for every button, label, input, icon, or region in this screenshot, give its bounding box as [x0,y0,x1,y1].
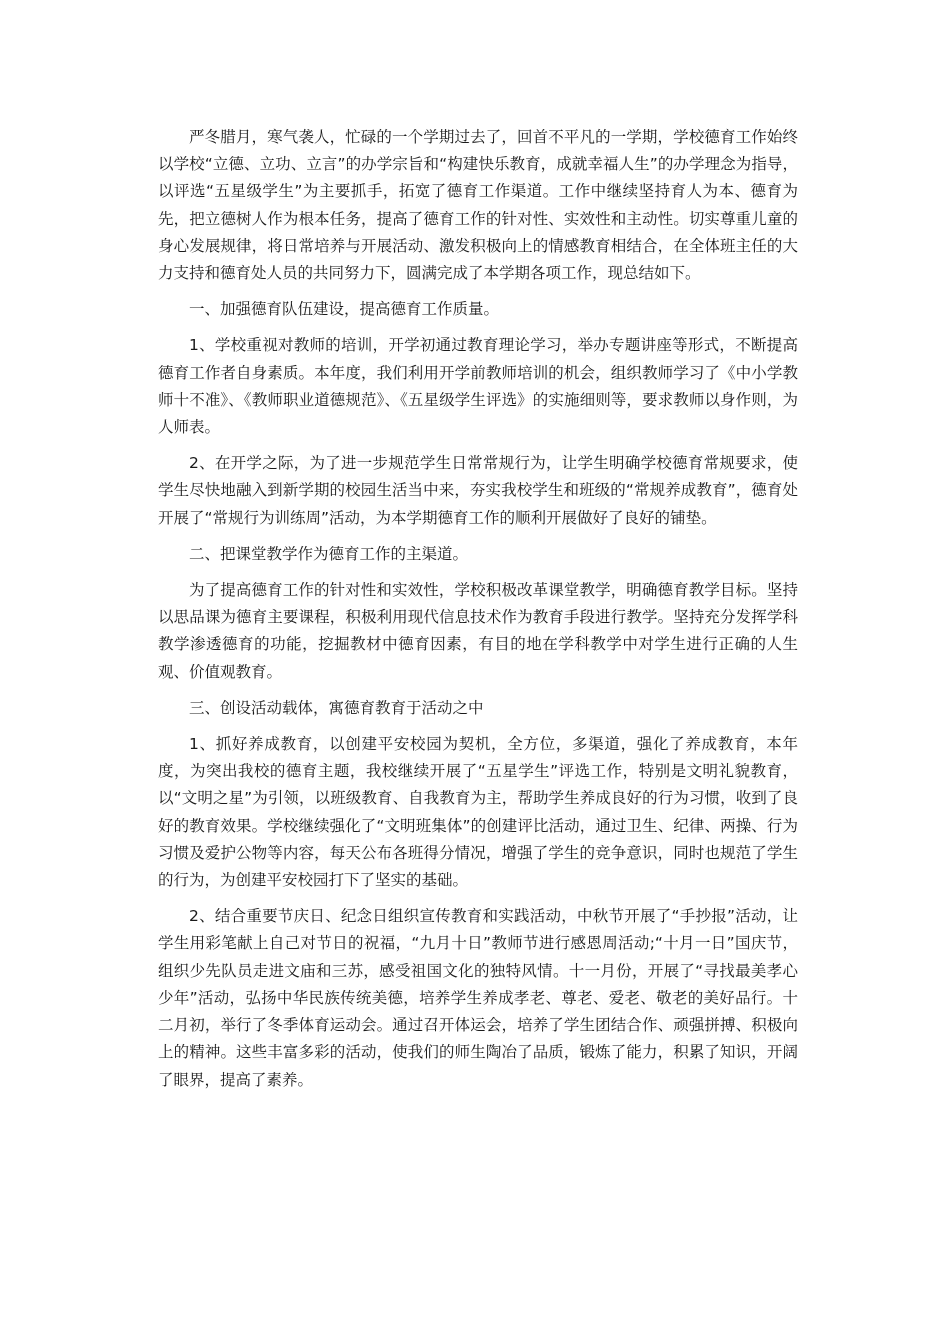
paragraph-3-2: 2、结合重要节庆日、纪念日组织宣传教育和实践活动，中秋节开展了“手抄报”活动，让学生用彩笔献上自己对节日的祝福，“九月十日”教师节进行感恩周活动;“十月一日”国庆节，组织少先队员走进文庙和三苏，感受祖国文化的独特风情。十一月份，开展了“寻找最美孝心少年”活动，弘扬中华民族传统美德，培养学生养成孝老、尊老、爱老、敬老的美好品行。十二月初，举行了冬季体育运动会。通过召开体运会，培养了学生团结合作、顽强拼搏、积极向上的精神。这些丰富多彩的活动，使我们的师生陶冶了品质，锻炼了能力，积累了知识，开阔了眼界，提高了素养。 [158,907,798,1089]
section-heading-1: 一、加强德育队伍建设，提高德育工作质量。 [189,300,500,319]
paragraph-2: 为了提高德育工作的针对性和实效性，学校积极改革课堂教学，明确德育教学目标。坚持以思品课为德育主要课程，积极利用现代信息技术作为教育手段进行教学。坚持充分发挥学科教学渗透德育的功能，挖掘教材中德育因素，有目的地在学科教学中对学生进行正确的人生观、价值观教育。 [158,581,798,681]
section-heading-3: 三、创设活动载体，寓德育教育于活动之中 [189,698,484,717]
intro-paragraph: 严冬腊月，寒气袭人，忙碌的一个学期过去了，回首不平凡的一学期，学校德育工作始终以学校“立德、立功、立言”的办学宗旨和“构建快乐教育，成就幸福人生”的办学理念为指导，以评选“五星级学生”为主要抓手，拓宽了德育工作渠道。工作中继续坚持育人为本、德育为先，把立德树人作为根本任务，提高了德育工作的针对性、实效性和主动性。切实尊重儿童的身心发展规律，将日常培养与开展活动、激发积极向上的情感教育相结合，在全体班主任的大力支持和德育处人员的共同努力下，圆满完成了本学期各项工作，现总结如下。 [158,128,798,283]
paragraph-3-1: 1、抓好养成教育，以创建平安校园为契机，全方位，多渠道，强化了养成教育，本年度，为突出我校的德育主题，我校继续开展了“五星学生”评选工作，特别是文明礼貌教育，以“文明之星”为引领，以班级教育、自我教育为主，帮助学生养成良好的行为习惯，收到了良好的教育效果。学校继续强化了“文明班集体”的创建评比活动，通过卫生、纪律、两操、行为习惯及爱护公物等内容，每天公布各班得分情况，增强了学生的竞争意识，同时也规范了学生的行为，为创建平安校园打下了坚实的基础。 [158,735,798,890]
paragraph-1-1: 1、学校重视对教师的培训，开学初通过教育理论学习，举办专题讲座等形式，不断提高德育工作者自身素质。本年度，我们利用开学前教师培训的机会，组织教师学习了《中小学教师十不准》、《教师职业道德规范》、《五星级学生评选》的实施细则等，要求教师以身作则，为人师表。 [158,336,798,437]
section-heading-2: 二、把课堂教学作为德育工作的主渠道。 [189,544,469,563]
paragraph-1-2: 2、在开学之际，为了进一步规范学生日常常规行为，让学生明确学校德育常规要求，使学生尽快地融入到新学期的校园生活当中来，夯实我校学生和班级的“常规养成教育”，德育处开展了“常规行为训练周”活动，为本学期德育工作的顺利开展做好了良好的铺垫。 [158,454,798,527]
document-body [158,124,798,1103]
